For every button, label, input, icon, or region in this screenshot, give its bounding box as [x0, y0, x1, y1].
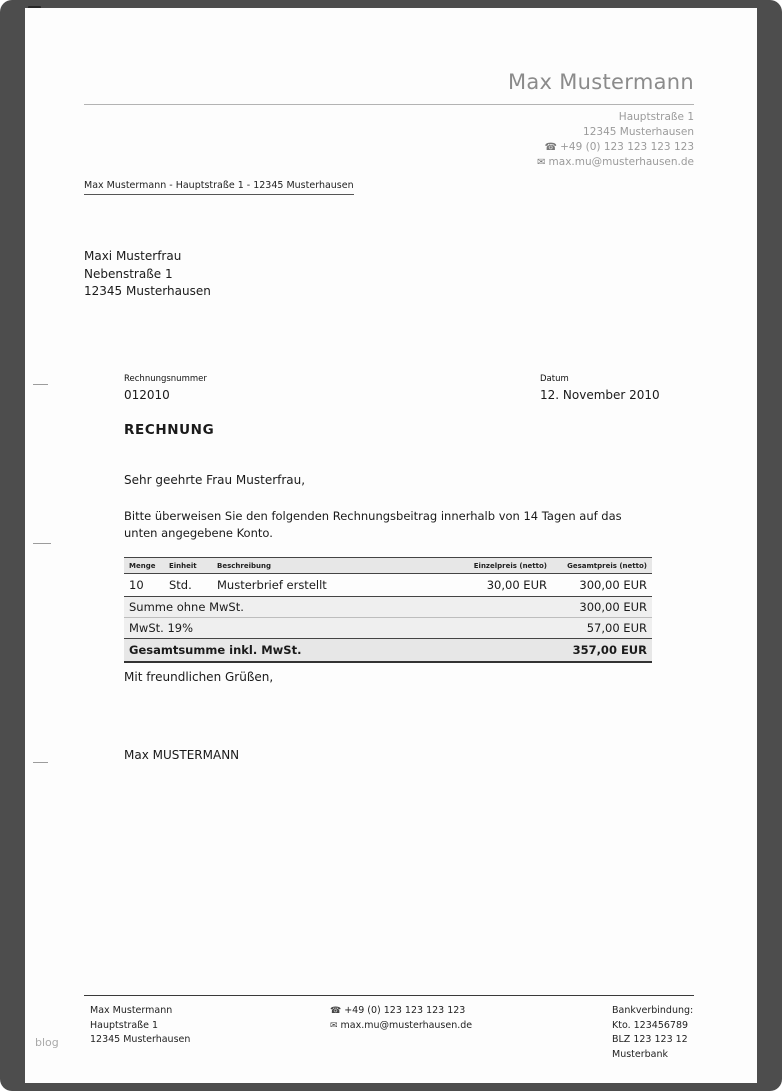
bank-title: Bankverbindung:	[612, 1005, 694, 1016]
footer-email: max.mu@musterhausen.de	[340, 1019, 473, 1031]
vat-label: MwSt. 19%	[124, 618, 552, 639]
recipient-address-block	[84, 248, 211, 301]
invoice-table	[124, 557, 652, 663]
bank-account: Kto. 123456789	[612, 1019, 689, 1031]
sender-email: max.mu@musterhausen.de	[548, 156, 694, 168]
sender-city: 12345 Musterhausen	[583, 126, 694, 138]
recipient-name: Maxi Musterfrau	[84, 249, 182, 263]
fold-mark-bottom	[33, 762, 48, 763]
email-icon: ✉	[537, 157, 546, 168]
cell-gesamtpreis: 300,00 EUR	[552, 574, 652, 597]
footer-rule	[84, 995, 694, 996]
sender-phone-line	[537, 140, 694, 155]
punch-mark	[33, 543, 51, 544]
subtotal-label: Summe ohne MwSt.	[124, 597, 552, 618]
sender-phone: +49 (0) 123 123 123 123	[560, 141, 694, 153]
footer-phone-line	[330, 1004, 472, 1019]
cell-menge: 10	[124, 574, 164, 597]
subtotal-value: 300,00 EUR	[552, 597, 652, 618]
col-header-einheit: Einheit	[164, 558, 212, 574]
recipient-city: 12345 Musterhausen	[84, 284, 211, 298]
cell-beschreibung: Musterbrief erstellt	[212, 574, 444, 597]
return-address-line: Max Mustermann - Hauptstraße 1 - 12345 Musterhausen	[84, 180, 354, 195]
letter-page	[25, 8, 757, 1083]
sender-street: Hauptstraße 1	[618, 111, 694, 123]
recipient-street: Nebenstraße 1	[84, 266, 173, 281]
bank-blz: BLZ 123 123 12	[612, 1034, 688, 1045]
salutation: Sehr geehrte Frau Musterfrau,	[124, 473, 306, 487]
watermark-text: blog	[35, 1036, 59, 1049]
col-header-menge: Menge	[124, 558, 164, 574]
header-rule	[84, 104, 694, 105]
footer-bank-block	[612, 1004, 693, 1062]
vat-row	[124, 618, 652, 639]
phone-icon: ☎	[330, 1006, 342, 1016]
phone-icon: ☎	[544, 142, 558, 153]
col-header-gesamtpreis: Gesamtpreis (netto)	[552, 558, 652, 574]
footer-contact-block	[330, 1004, 472, 1033]
col-header-einzelpreis: Einzelpreis (netto)	[444, 558, 552, 574]
footer-name: Max Mustermann	[90, 1005, 173, 1016]
sender-name: Max Mustermann	[507, 70, 694, 94]
invoice-number-block	[124, 374, 207, 402]
subtotal-row	[124, 597, 652, 618]
body-paragraph: Bitte überweisen Sie den folgenden Rechnungsbeitrag innerhalb von 14 Tagen auf das unten angegebene Konto.	[124, 509, 622, 540]
total-label: Gesamtsumme inkl. MwSt.	[124, 639, 552, 663]
footer-phone: +49 (0) 123 123 123 123	[344, 1005, 466, 1016]
footer-email-line	[330, 1019, 472, 1034]
footer-city: 12345 Musterhausen	[90, 1034, 191, 1045]
table-row	[124, 574, 652, 597]
sender-email-line	[537, 155, 694, 170]
col-header-beschreibung: Beschreibung	[212, 558, 444, 574]
bank-name: Musterbank	[612, 1048, 669, 1060]
fold-mark-top	[33, 384, 48, 385]
sender-address-block	[537, 110, 694, 170]
document-title: RECHNUNG	[124, 422, 215, 438]
total-row	[124, 639, 652, 663]
cell-einheit: Std.	[164, 574, 212, 597]
invoice-number-value: 012010	[124, 388, 170, 402]
footer-address-block	[90, 1004, 190, 1048]
signature-name: Max MUSTERMANN	[124, 748, 240, 762]
vat-value: 57,00 EUR	[552, 618, 652, 639]
invoice-number-label: Rechnungsnummer	[124, 374, 207, 384]
cell-einzelpreis: 30,00 EUR	[444, 574, 552, 597]
date-value: 12. November 2010	[540, 388, 660, 402]
date-label: Datum	[540, 374, 569, 384]
email-icon: ✉	[330, 1020, 338, 1031]
table-header-row	[124, 558, 652, 574]
footer-street: Hauptstraße 1	[90, 1019, 159, 1031]
closing-line: Mit freundlichen Grüßen,	[124, 670, 274, 684]
total-value: 357,00 EUR	[552, 639, 652, 663]
date-block	[540, 374, 660, 402]
